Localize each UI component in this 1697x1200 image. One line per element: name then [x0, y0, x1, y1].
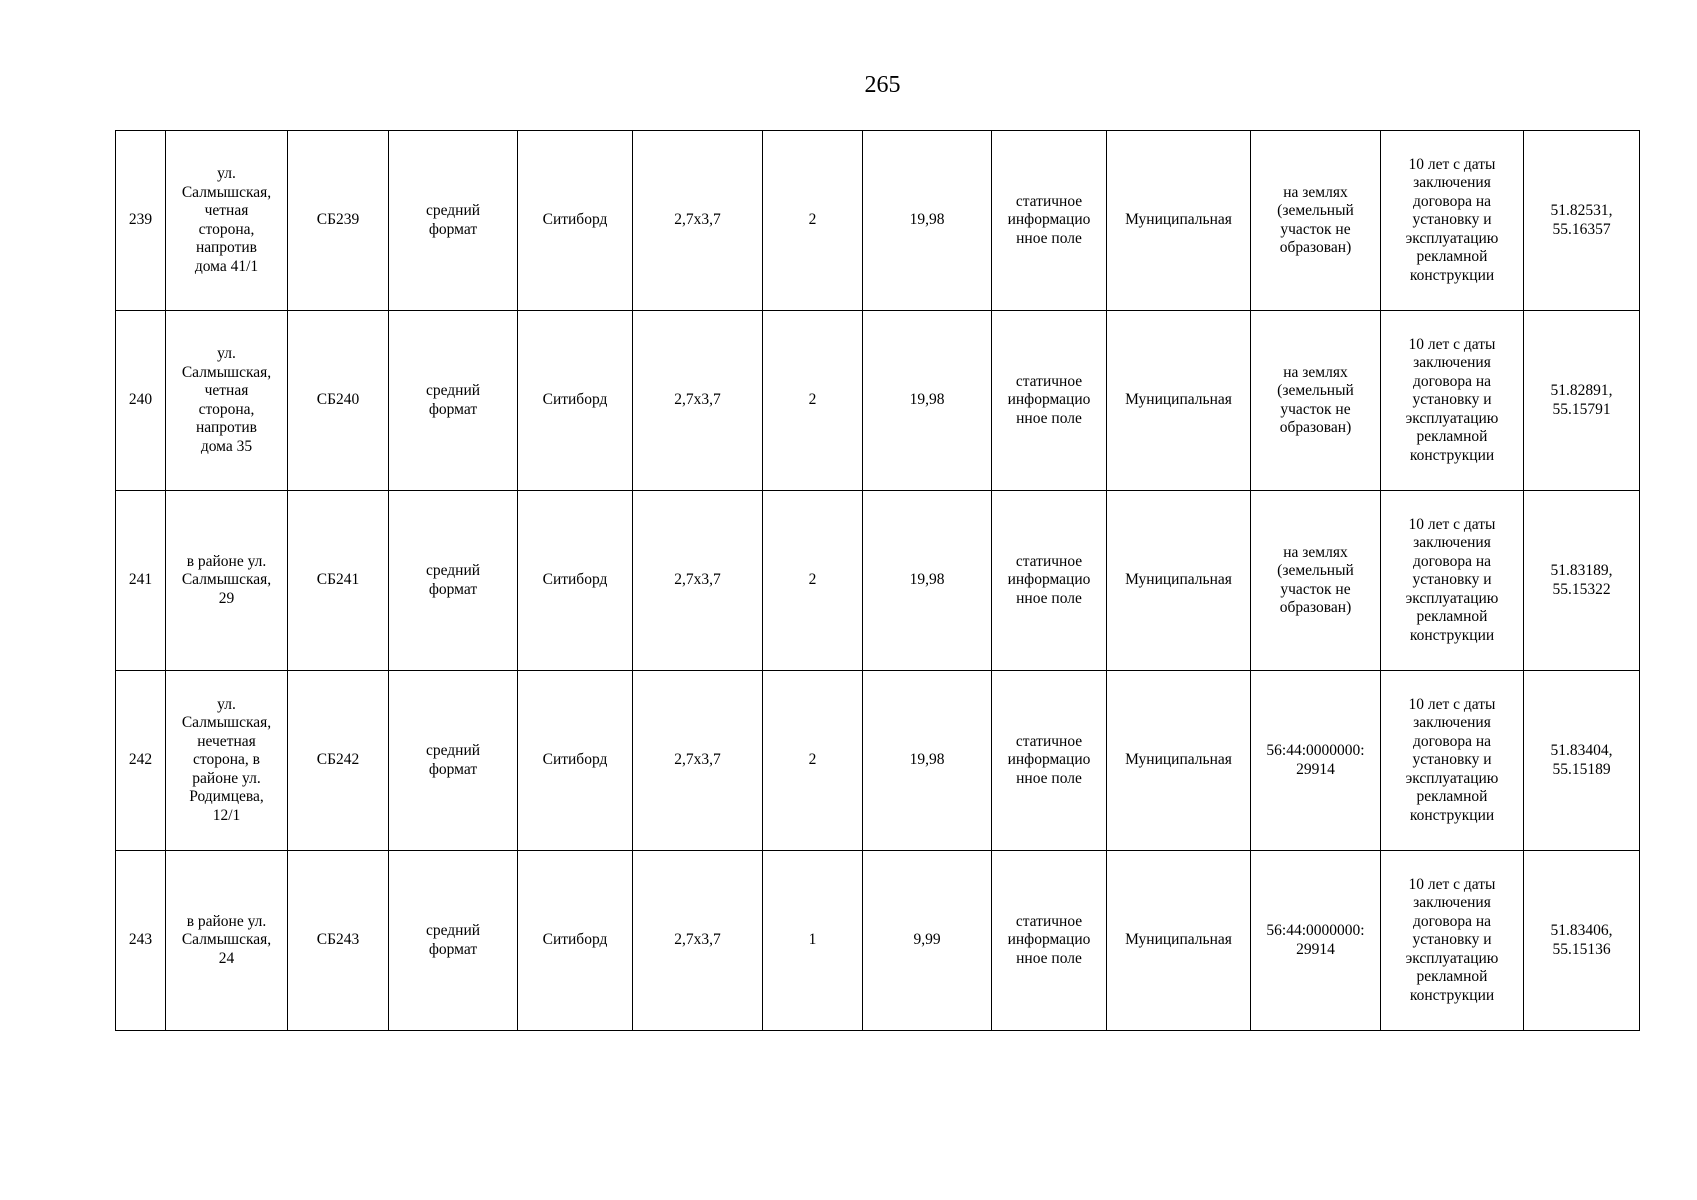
cell-coordinates: 51.82891, 55.15791 — [1524, 311, 1640, 491]
cell-land: на землях (земельный участок не образован) — [1251, 131, 1381, 311]
table-row — [116, 311, 1640, 491]
cell-address: в районе ул. Салмышская, 29 — [166, 491, 288, 671]
cell-land: 56:44:0000000: 29914 — [1251, 851, 1381, 1031]
cell-number: 240 — [116, 311, 166, 491]
cell-land: 56:44:0000000: 29914 — [1251, 671, 1381, 851]
cell-address: в районе ул. Салмышская, 24 — [166, 851, 288, 1031]
cell-size: 2,7х3,7 — [633, 491, 763, 671]
cell-number: 241 — [116, 491, 166, 671]
cell-ownership: Муниципальная — [1107, 311, 1251, 491]
cell-size: 2,7х3,7 — [633, 851, 763, 1031]
cell-land: на землях (земельный участок не образован) — [1251, 491, 1381, 671]
cell-type: Ситиборд — [518, 671, 633, 851]
cell-sides: 2 — [763, 131, 863, 311]
cell-ownership: Муниципальная — [1107, 671, 1251, 851]
cell-sides: 1 — [763, 851, 863, 1031]
cell-coordinates: 51.83189, 55.15322 — [1524, 491, 1640, 671]
cell-format: средний формат — [389, 851, 518, 1031]
cell-code: СБ241 — [288, 491, 389, 671]
cell-sides: 2 — [763, 491, 863, 671]
cell-ownership: Муниципальная — [1107, 851, 1251, 1031]
cell-number: 239 — [116, 131, 166, 311]
cell-type: Ситиборд — [518, 491, 633, 671]
page-number: 265 — [864, 72, 901, 98]
cell-format: средний формат — [389, 131, 518, 311]
cell-number: 242 — [116, 671, 166, 851]
cell-type: Ситиборд — [518, 851, 633, 1031]
cell-info-field: статичное информацио нное поле — [992, 491, 1107, 671]
cell-address: ул. Салмышская, нечетная сторона, в районе ул. Родимцева, 12/1 — [166, 671, 288, 851]
cell-address: ул. Салмышская, четная сторона, напротив дома 35 — [166, 311, 288, 491]
cell-number: 243 — [116, 851, 166, 1031]
cell-format: средний формат — [389, 491, 518, 671]
cell-sides: 2 — [763, 671, 863, 851]
cell-area: 19,98 — [863, 671, 992, 851]
advertising-structures-table — [115, 130, 1640, 1031]
table-row — [116, 851, 1640, 1031]
cell-format: средний формат — [389, 311, 518, 491]
cell-area: 9,99 — [863, 851, 992, 1031]
cell-land: на землях (земельный участок не образован) — [1251, 311, 1381, 491]
table-row — [116, 131, 1640, 311]
table-row — [116, 491, 1640, 671]
cell-info-field: статичное информацио нное поле — [992, 851, 1107, 1031]
cell-sides: 2 — [763, 311, 863, 491]
cell-ownership: Муниципальная — [1107, 491, 1251, 671]
cell-term: 10 лет с даты заключения договора на установку и эксплуатацию рекламной конструкции — [1381, 491, 1524, 671]
cell-size: 2,7х3,7 — [633, 131, 763, 311]
cell-info-field: статичное информацио нное поле — [992, 131, 1107, 311]
cell-info-field: статичное информацио нное поле — [992, 311, 1107, 491]
cell-area: 19,98 — [863, 131, 992, 311]
cell-term: 10 лет с даты заключения договора на установку и эксплуатацию рекламной конструкции — [1381, 851, 1524, 1031]
cell-area: 19,98 — [863, 311, 992, 491]
cell-code: СБ240 — [288, 311, 389, 491]
cell-term: 10 лет с даты заключения договора на установку и эксплуатацию рекламной конструкции — [1381, 311, 1524, 491]
cell-size: 2,7х3,7 — [633, 311, 763, 491]
cell-term: 10 лет с даты заключения договора на установку и эксплуатацию рекламной конструкции — [1381, 671, 1524, 851]
cell-code: СБ239 — [288, 131, 389, 311]
cell-format: средний формат — [389, 671, 518, 851]
cell-address: ул. Салмышская, четная сторона, напротив дома 41/1 — [166, 131, 288, 311]
cell-code: СБ242 — [288, 671, 389, 851]
cell-term: 10 лет с даты заключения договора на установку и эксплуатацию рекламной конструкции — [1381, 131, 1524, 311]
cell-info-field: статичное информацио нное поле — [992, 671, 1107, 851]
cell-coordinates: 51.83406, 55.15136 — [1524, 851, 1640, 1031]
cell-type: Ситиборд — [518, 311, 633, 491]
cell-coordinates: 51.83404, 55.15189 — [1524, 671, 1640, 851]
cell-area: 19,98 — [863, 491, 992, 671]
cell-type: Ситиборд — [518, 131, 633, 311]
cell-code: СБ243 — [288, 851, 389, 1031]
cell-ownership: Муниципальная — [1107, 131, 1251, 311]
cell-coordinates: 51.82531, 55.16357 — [1524, 131, 1640, 311]
table-row — [116, 671, 1640, 851]
cell-size: 2,7х3,7 — [633, 671, 763, 851]
